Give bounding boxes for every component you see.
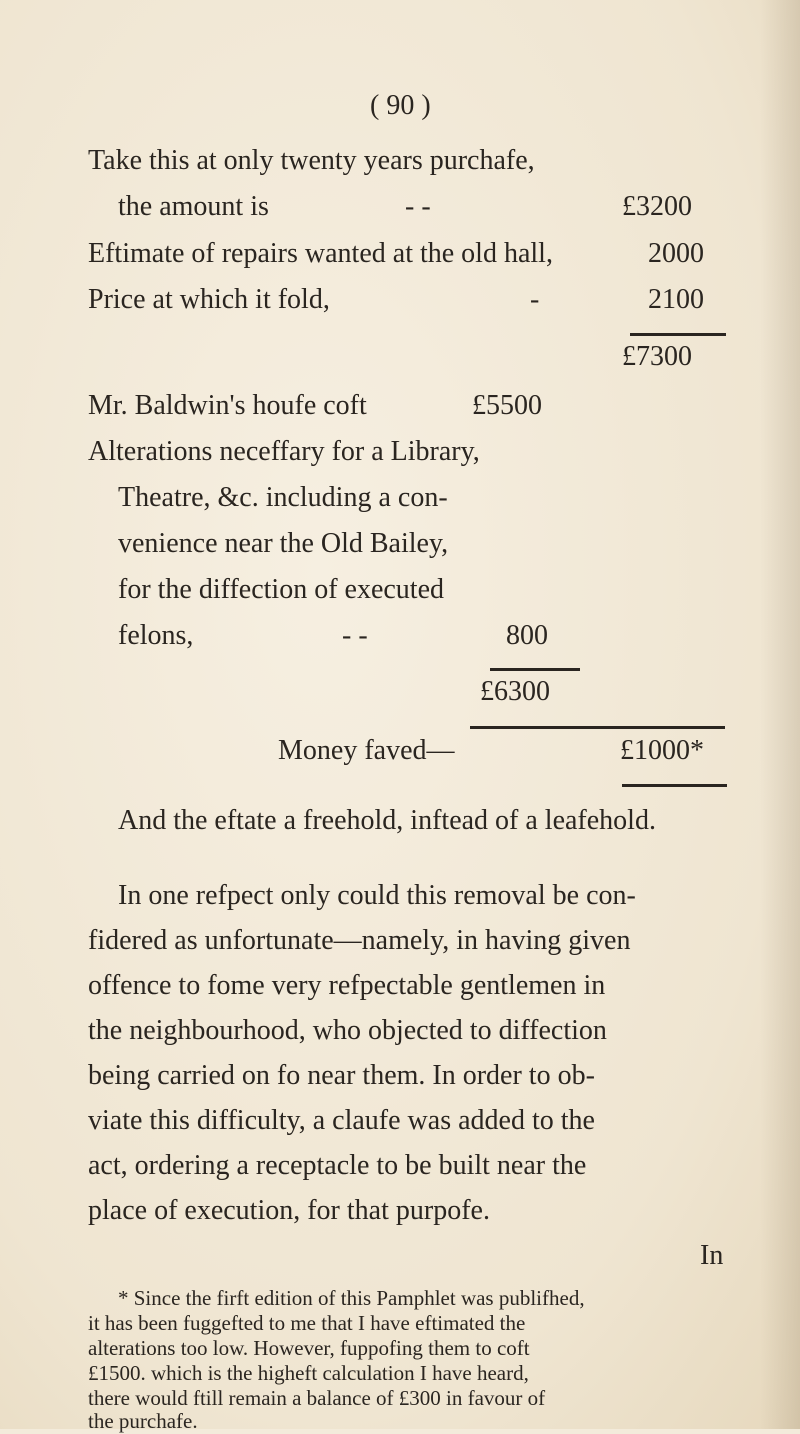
page-number: ( 90 ) bbox=[370, 90, 431, 121]
sum-rule bbox=[622, 784, 727, 787]
alteration-line: felons, bbox=[118, 620, 194, 651]
table1-row-value: 2000 bbox=[648, 238, 704, 269]
footnote-line: there would ftill remain a balance of £300 in favour of bbox=[88, 1386, 546, 1410]
footnote-line: £1500. which is the higheft calculation I have heard, bbox=[88, 1361, 529, 1385]
sum-rule bbox=[470, 726, 725, 729]
table2-total: £6300 bbox=[480, 676, 550, 707]
paragraph-line: offence to fome very refpectable gentlemen in bbox=[88, 970, 606, 1001]
table1-row-dashes: - bbox=[530, 284, 540, 315]
footnote-line: * Since the firft edition of this Pamphlet was publifhed, bbox=[118, 1286, 585, 1310]
table2-row-label: Mr. Baldwin's houfe coft bbox=[88, 390, 367, 421]
freehold-line: And the eftate a freehold, inftead of a leafehold. bbox=[118, 805, 656, 836]
alteration-line: venience near the Old Bailey, bbox=[118, 528, 449, 559]
paragraph-line: fidered as unfortunate—namely, in having given bbox=[88, 925, 631, 956]
paragraph-line: the neighbourhood, who objected to diffection bbox=[88, 1015, 607, 1046]
table1-row-value: 2100 bbox=[648, 284, 704, 315]
alteration-line: Theatre, &c. including a con- bbox=[118, 482, 448, 513]
alteration-line: Alterations neceffary for a Library, bbox=[88, 436, 480, 467]
sum-rule bbox=[630, 333, 726, 336]
table1-intro: Take this at only twenty years purchafe, bbox=[88, 145, 535, 176]
page-edge-shading bbox=[760, 0, 800, 1429]
table1-row-label: the amount is bbox=[118, 191, 269, 222]
paragraph-line: place of execution, for that purpofe. bbox=[88, 1195, 490, 1226]
table1-row-value: £3200 bbox=[622, 191, 692, 222]
footnote-line: alterations too low. However, fuppofing them to coft bbox=[88, 1336, 530, 1360]
money-saved-value: £1000* bbox=[620, 735, 704, 766]
money-saved-label: Money faved— bbox=[278, 735, 455, 766]
table1-total: £7300 bbox=[622, 341, 692, 372]
table1-row-label: Eftimate of repairs wanted at the old hall, bbox=[88, 238, 553, 269]
catchword: In bbox=[700, 1240, 724, 1271]
paragraph-line: being carried on fo near them. In order to ob- bbox=[88, 1060, 595, 1091]
table2-row-value: £5500 bbox=[472, 390, 542, 421]
paragraph-line: In one refpect only could this removal be con- bbox=[118, 880, 636, 911]
table1-row-dashes: - - bbox=[405, 191, 431, 222]
footnote-line: the purchafe. bbox=[88, 1409, 198, 1433]
alteration-dashes: - - bbox=[342, 620, 368, 651]
paragraph-line: act, ordering a receptacle to be built near the bbox=[88, 1150, 587, 1181]
table1-row-label: Price at which it fold, bbox=[88, 284, 330, 315]
alteration-value: 800 bbox=[506, 620, 548, 651]
alteration-line: for the diffection of executed bbox=[118, 574, 445, 605]
sum-rule bbox=[490, 668, 580, 671]
footnote-line: it has been fuggefted to me that I have eftimated the bbox=[88, 1311, 526, 1335]
paragraph-line: viate this difficulty, a claufe was added to the bbox=[88, 1105, 595, 1136]
